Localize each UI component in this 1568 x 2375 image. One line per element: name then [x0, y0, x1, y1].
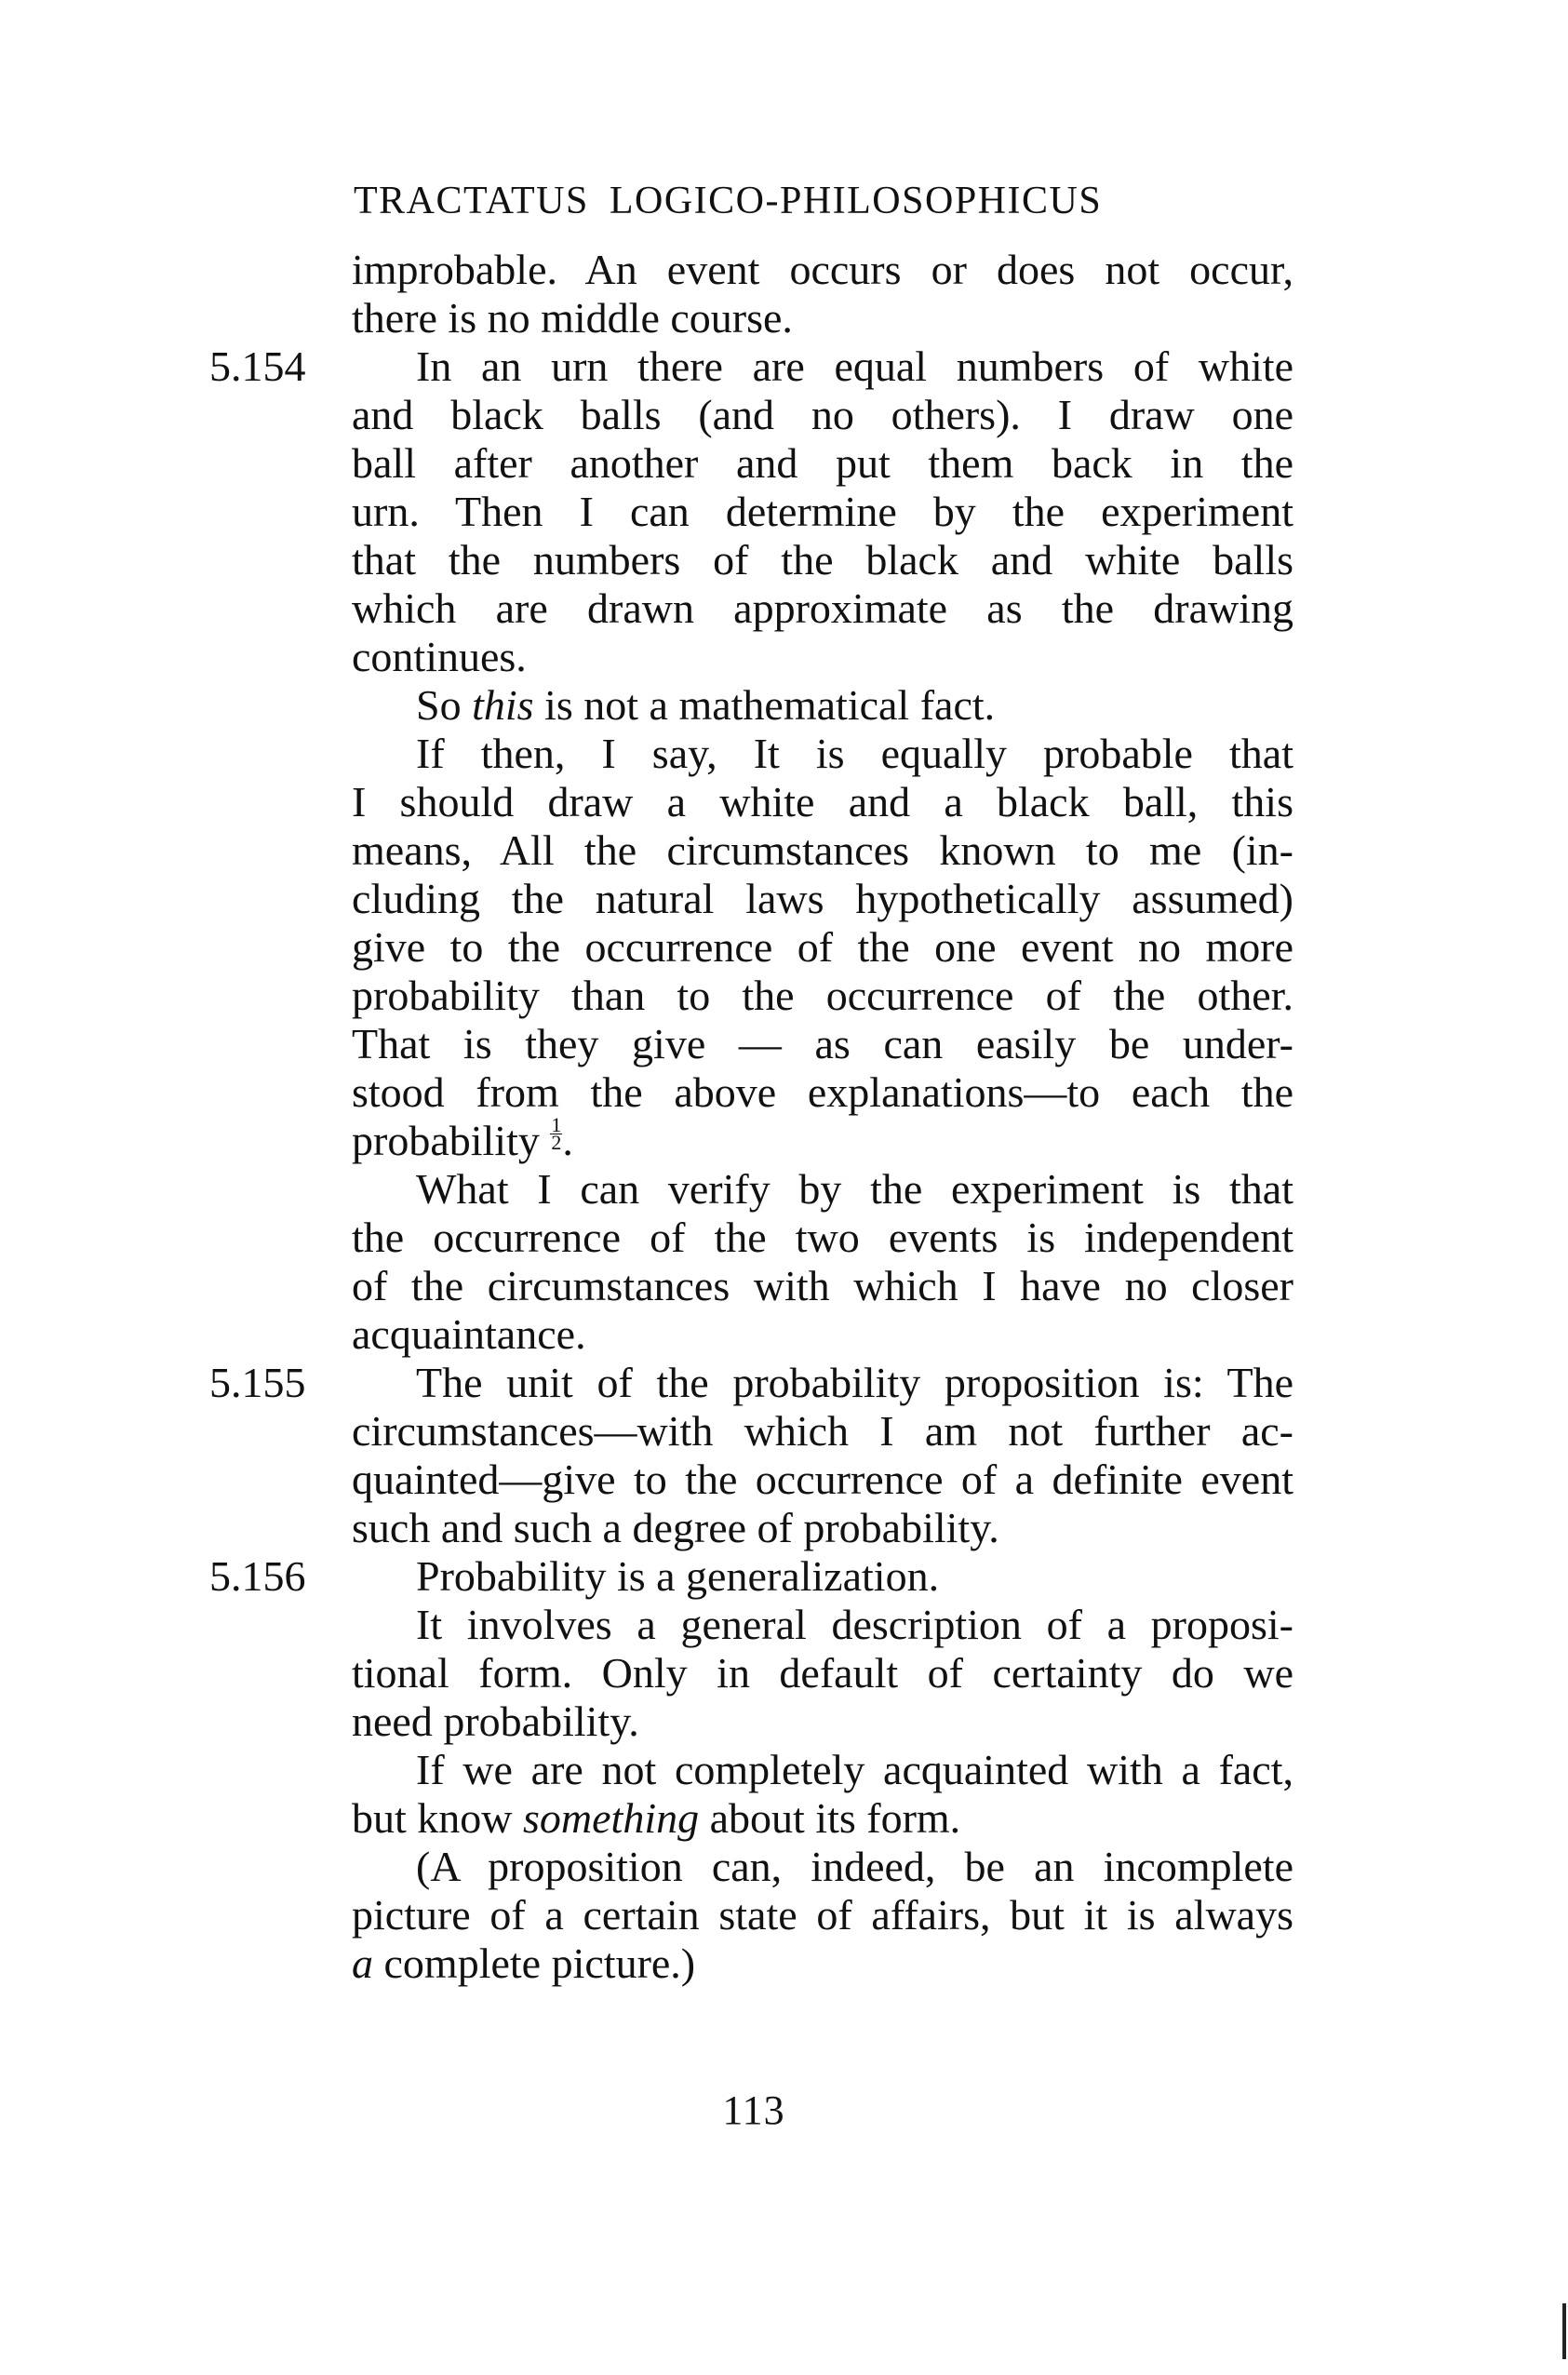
text-line	[352, 1794, 1293, 1843]
text-line: and black balls (and no others). I draw one	[352, 391, 1293, 438]
text-line: which are drawn approximate as the drawing	[352, 584, 1293, 632]
text-line: stood from the above explanations—to each the	[352, 1068, 1293, 1116]
text-line: It involves a general description of a proposi-	[416, 1601, 1293, 1648]
section-number-5-154: 5.154	[209, 342, 306, 390]
text-line: (A proposition can, indeed, be an incomplete	[416, 1843, 1293, 1890]
text-line: such and such a degree of probability.	[352, 1504, 999, 1551]
text-line: I should draw a white and a black ball, this	[352, 778, 1293, 825]
text-line: probability than to the occurrence of the other.	[352, 972, 1293, 1019]
text-line	[352, 681, 1293, 730]
scan-edge-mark	[1562, 2303, 1566, 2359]
running-head: TRACTATUS LOGICO-PHILOSOPHICUS	[354, 180, 1103, 222]
body-text	[352, 246, 1293, 1988]
text-line: tional form. Only in default of certainty do we	[352, 1649, 1293, 1697]
text-line: means, All the circumstances known to me (in-	[352, 826, 1293, 874]
text-line: improbable. An event occurs or does not occur,	[352, 246, 1293, 293]
text-line	[352, 1939, 1293, 1988]
text-line: In an urn there are equal numbers of white	[416, 342, 1293, 390]
text-run: .	[562, 1117, 573, 1164]
page-number: 113	[722, 2087, 785, 2133]
text-run: is not a mathematical fact.	[533, 681, 996, 729]
text-run: complete picture.)	[373, 1939, 696, 1987]
text-run: probability	[352, 1117, 551, 1164]
text-line	[352, 1113, 1293, 1165]
text-run: but know	[352, 1794, 523, 1842]
text-line: quainted—give to the occurrence of a definite event	[352, 1456, 1293, 1503]
text-line: picture of a certain state of affairs, but it is always	[352, 1891, 1293, 1939]
text-line: circumstances—with which I am not further ac-	[352, 1407, 1293, 1455]
text-line: If we are not completely acquainted with a fact,	[416, 1746, 1293, 1793]
text-run: about its form.	[699, 1794, 961, 1842]
text-line: of the circumstances with which I have no closer	[352, 1262, 1293, 1309]
text-line: urn. Then I can determine by the experiment	[352, 488, 1293, 535]
text-line: need probability.	[352, 1697, 639, 1745]
section-number-5-155: 5.155	[209, 1359, 306, 1406]
section-number-5-156: 5.156	[209, 1552, 306, 1600]
text-line: What I can verify by the experiment is that	[416, 1165, 1293, 1213]
italic-emphasis: a	[352, 1939, 373, 1987]
text-line: ball after another and put them back in the	[352, 439, 1293, 487]
italic-emphasis: this	[472, 681, 534, 729]
text-line: continues.	[352, 633, 527, 680]
fraction-one-half	[550, 1113, 562, 1154]
text-run: So	[416, 681, 473, 729]
text-line: That is they give — as can easily be under-	[352, 1020, 1293, 1067]
text-line: give to the occurrence of the one event no more	[352, 923, 1293, 971]
text-line: cluding the natural laws hypothetically assumed)	[352, 875, 1293, 922]
text-line: Probability is a generalization.	[416, 1552, 940, 1600]
fraction-numerator: 1	[551, 1113, 562, 1136]
fraction-denominator: 2	[551, 1131, 562, 1154]
text-line: If then, I say, It is equally probable that	[416, 730, 1293, 777]
text-line: there is no middle course.	[352, 294, 793, 342]
text-line: The unit of the probability proposition is: The	[416, 1359, 1293, 1406]
text-line: the occurrence of the two events is independent	[352, 1214, 1293, 1261]
text-line: acquaintance.	[352, 1310, 586, 1358]
text-line: that the numbers of the black and white balls	[352, 536, 1293, 584]
italic-emphasis: something	[523, 1794, 700, 1842]
